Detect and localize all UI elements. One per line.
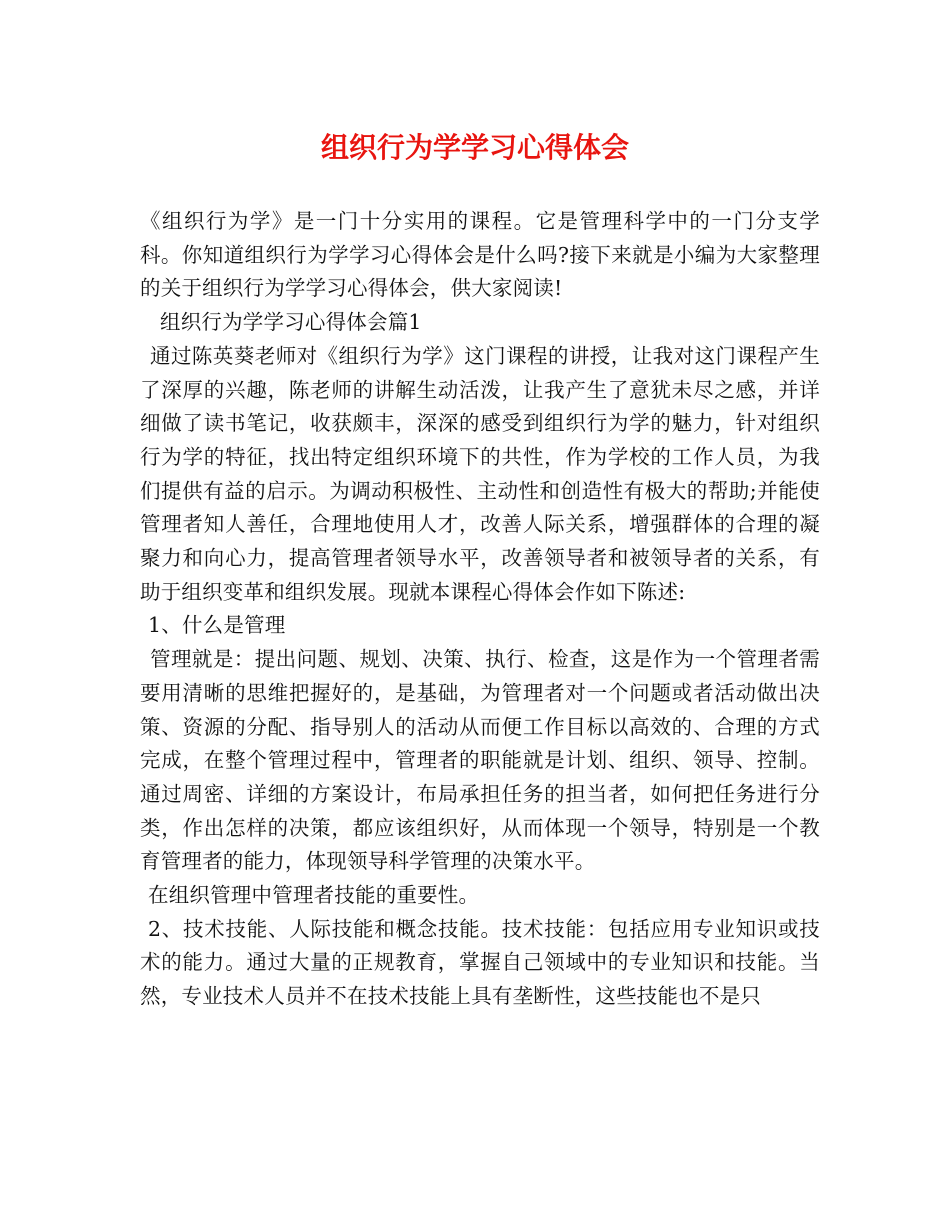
item-heading: 1、什么是管理 — [148, 613, 286, 638]
body-paragraph: 通过陈英葵老师对《组织行为学》这门课程的讲授，让我对这门课程产生了深厚的兴趣，陈老师的讲解生动活泼，让我产生了意犹未尽之感，并详细做了读书笔记，收获颇丰，深深的感受到组织行为学的魅力，针对组织行为学的特征，找出特定组织环境下的共性，作为学校的工作人员，为我们提供有益的启示。为调动积极性、主动性和创造性有极大的帮助;并能使管理者知人善任，合理地使用人才，改善人际关系，增强群体的合理的凝聚力和向心力，提高管理者领导水平，改善领导者和被领导者的关系，有助于组织变革和组织发展。现就本课程心得体会作如下陈述: — [140, 343, 820, 604]
document-body — [140, 205, 820, 1014]
intro-paragraph: 《组织行为学》是一门十分实用的课程。它是管理科学中的一门分支学科。你知道组织行为学学习心得体会是什么吗?接下来就是小编为大家整理的关于组织行为学学习心得体会，供大家阅读! — [140, 209, 820, 301]
body-paragraph: 在组织管理中管理者技能的重要性。 — [148, 883, 480, 908]
section-heading: 组织行为学学习心得体会篇1 — [160, 310, 422, 335]
document-title: 组织行为学学习心得体会 — [320, 131, 629, 164]
body-paragraph: 2、技术技能、人际技能和概念技能。技术技能：包括应用专业知识或技术的能力。通过大量的正规教育，掌握自己领域中的专业知识和技能。当然，专业技术人员并不在技术技能上具有垄断性，这些技能也不是只 — [140, 916, 820, 1009]
body-paragraph: 管理就是：提出问题、规划、决策、执行、检查，这是作为一个管理者需要用清晰的思维把握好的，是基础，为管理者对一个问题或者活动做出决策、资源的分配、指导别人的活动从而便工作目标以高效的、合理的方式完成，在整个管理过程中，管理者的职能就是计划、组织、领导、控制。通过周密、详细的方案设计，布局承担任务的担当者，如何把任务进行分类，作出怎样的决策，都应该组织好，从而体现一个领导，特别是一个教育管理者的能力，体现领导科学管理的决策水平。 — [140, 647, 820, 874]
